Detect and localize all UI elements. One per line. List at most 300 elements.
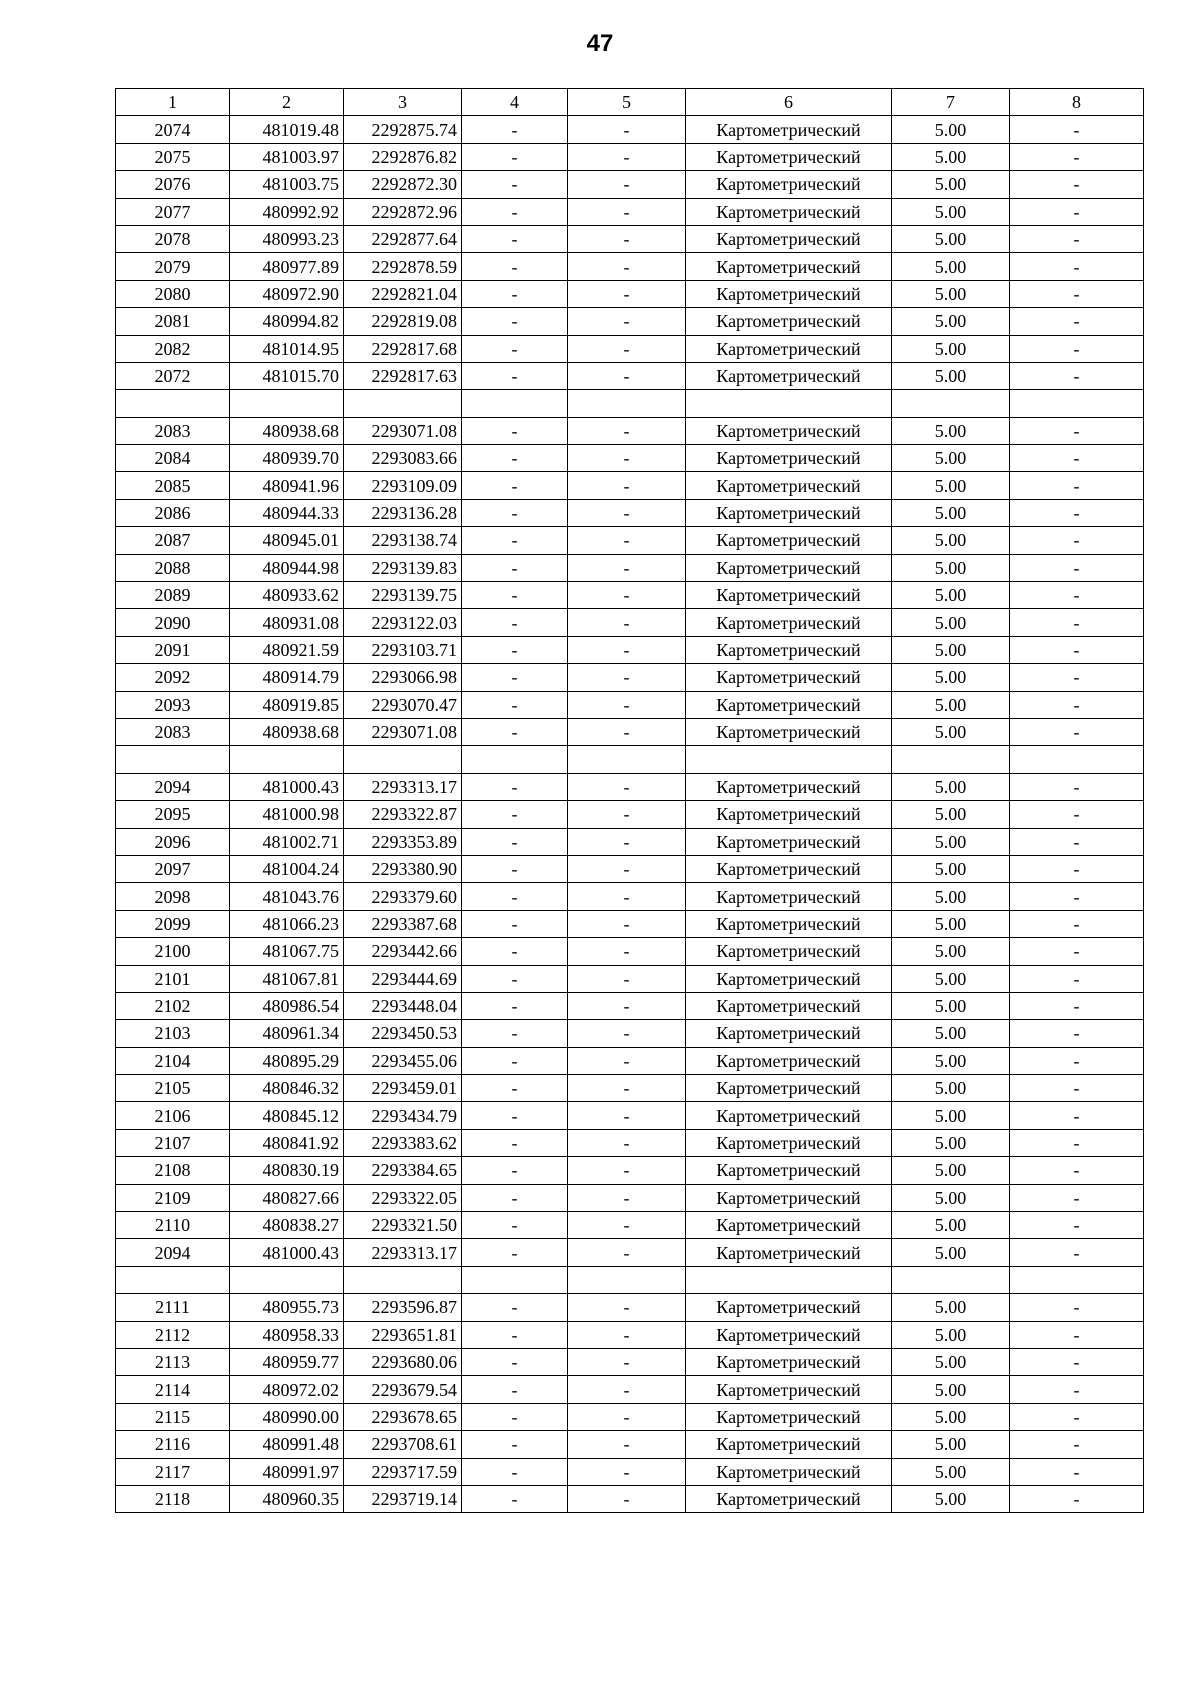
table-cell: Картометрический: [686, 664, 892, 691]
table-cell: 2293136.28: [344, 499, 462, 526]
table-cell: -: [462, 1047, 568, 1074]
table-cell: -: [568, 362, 686, 389]
table-cell: -: [462, 582, 568, 609]
table-cell: -: [568, 1212, 686, 1239]
table-cell: 481003.97: [230, 143, 344, 170]
table-row: [116, 691, 1144, 718]
table-cell: 2115: [116, 1403, 230, 1430]
table-cell: 2293387.68: [344, 910, 462, 937]
table-cell: -: [568, 1458, 686, 1485]
table-cell: 5.00: [892, 582, 1010, 609]
table-cell: 2293448.04: [344, 992, 462, 1019]
table-cell: 480944.33: [230, 499, 344, 526]
table-cell: Картометрический: [686, 992, 892, 1019]
table-row: [116, 116, 1144, 143]
table-cell: 480993.23: [230, 225, 344, 252]
table-row: [116, 1485, 1144, 1512]
table-cell: 2293070.47: [344, 691, 462, 718]
table-cell: -: [462, 1431, 568, 1458]
table-cell: -: [462, 1157, 568, 1184]
table-cell: 2293384.65: [344, 1157, 462, 1184]
table-cell: [568, 390, 686, 417]
table-cell: -: [462, 1348, 568, 1375]
table-cell: Картометрический: [686, 499, 892, 526]
table-cell: 2094: [116, 1239, 230, 1266]
table-cell: -: [568, 664, 686, 691]
table-cell: 480931.08: [230, 609, 344, 636]
table-cell: 5.00: [892, 1102, 1010, 1129]
table-cell: 2088: [116, 554, 230, 581]
table-row: [116, 938, 1144, 965]
table-cell: Картометрический: [686, 965, 892, 992]
table-cell: 2293679.54: [344, 1376, 462, 1403]
table-cell: 480933.62: [230, 582, 344, 609]
table-cell: 2085: [116, 472, 230, 499]
page-number: 47: [586, 30, 614, 57]
table-cell: 2293444.69: [344, 965, 462, 992]
table-cell: -: [462, 773, 568, 800]
table-cell: [116, 746, 230, 773]
table-row: [116, 1020, 1144, 1047]
table-cell: [568, 746, 686, 773]
table-cell: -: [568, 417, 686, 444]
table-cell: -: [462, 362, 568, 389]
table-cell: 2091: [116, 636, 230, 663]
table-cell: 5.00: [892, 910, 1010, 937]
table-cell: [462, 390, 568, 417]
table-cell: -: [568, 280, 686, 307]
table-row: [116, 1129, 1144, 1156]
table-cell: 2293313.17: [344, 773, 462, 800]
table-cell: -: [462, 171, 568, 198]
table-cell: 2113: [116, 1348, 230, 1375]
table-cell: Картометрический: [686, 1403, 892, 1430]
table-cell: 2292876.82: [344, 143, 462, 170]
table-row: [116, 801, 1144, 828]
table-row: [116, 1157, 1144, 1184]
table-cell: [462, 746, 568, 773]
table-cell: 5.00: [892, 855, 1010, 882]
table-cell: -: [1010, 801, 1144, 828]
table-cell: 2109: [116, 1184, 230, 1211]
table-cell: [892, 1266, 1010, 1293]
table-cell: -: [1010, 280, 1144, 307]
table-cell: 2092: [116, 664, 230, 691]
table-cell: 5.00: [892, 1458, 1010, 1485]
table-cell: 2292817.63: [344, 362, 462, 389]
table-cell: -: [1010, 143, 1144, 170]
table-row: [116, 527, 1144, 554]
table-cell: 2099: [116, 910, 230, 937]
table-cell: 5.00: [892, 335, 1010, 362]
table-cell: 2076: [116, 171, 230, 198]
table-cell: 2293313.17: [344, 1239, 462, 1266]
table-cell: Картометрический: [686, 773, 892, 800]
table-cell: 5.00: [892, 1047, 1010, 1074]
table-cell: 481000.43: [230, 1239, 344, 1266]
table-cell: 5.00: [892, 1348, 1010, 1375]
table-row: [116, 335, 1144, 362]
table-cell: 2075: [116, 143, 230, 170]
table-cell: 2077: [116, 198, 230, 225]
table-cell: -: [462, 253, 568, 280]
table-cell: 2293066.98: [344, 664, 462, 691]
table-row: [116, 636, 1144, 663]
table-cell: [462, 1266, 568, 1293]
table-cell: -: [568, 1239, 686, 1266]
table-cell: 481002.71: [230, 828, 344, 855]
table-cell: 2293708.61: [344, 1431, 462, 1458]
table-cell: 5.00: [892, 828, 1010, 855]
table-cell: 5.00: [892, 1431, 1010, 1458]
table-cell: 5.00: [892, 171, 1010, 198]
table-cell: -: [462, 143, 568, 170]
table-cell: 5.00: [892, 609, 1010, 636]
table-cell: 2293109.09: [344, 472, 462, 499]
table-cell: Картометрический: [686, 335, 892, 362]
table-cell: Картометрический: [686, 1431, 892, 1458]
table-cell: 2096: [116, 828, 230, 855]
table-cell: 2087: [116, 527, 230, 554]
table-cell: -: [568, 883, 686, 910]
table-cell: -: [462, 1184, 568, 1211]
table-cell: -: [462, 472, 568, 499]
table-cell: 2293717.59: [344, 1458, 462, 1485]
table-row: [116, 1294, 1144, 1321]
table-cell: 481015.70: [230, 362, 344, 389]
table-cell: 2293434.79: [344, 1102, 462, 1129]
table-cell: 2293083.66: [344, 445, 462, 472]
table-row: [116, 472, 1144, 499]
table-cell: -: [1010, 362, 1144, 389]
table-cell: -: [1010, 1431, 1144, 1458]
table-cell: [686, 1266, 892, 1293]
table-cell: 5.00: [892, 253, 1010, 280]
table-cell: 480827.66: [230, 1184, 344, 1211]
table-cell: -: [568, 335, 686, 362]
table-cell: -: [462, 855, 568, 882]
table-cell: -: [1010, 910, 1144, 937]
table-cell: Картометрический: [686, 1129, 892, 1156]
table-cell: Картометрический: [686, 253, 892, 280]
table-cell: -: [462, 1102, 568, 1129]
table-cell: -: [462, 335, 568, 362]
table-cell: 5.00: [892, 1212, 1010, 1239]
table-cell: 480955.73: [230, 1294, 344, 1321]
table-cell: -: [1010, 554, 1144, 581]
table-cell: 5.00: [892, 1075, 1010, 1102]
table-cell: -: [1010, 1075, 1144, 1102]
table-cell: Картометрический: [686, 445, 892, 472]
table-cell: -: [462, 1239, 568, 1266]
table-cell: -: [568, 609, 686, 636]
table-cell: -: [462, 1376, 568, 1403]
table-cell: 2293071.08: [344, 718, 462, 745]
table-cell: -: [1010, 609, 1144, 636]
table-cell: [344, 390, 462, 417]
table-cell: 2293321.50: [344, 1212, 462, 1239]
table-cell: -: [1010, 718, 1144, 745]
table-cell: -: [1010, 335, 1144, 362]
table-cell: -: [1010, 472, 1144, 499]
table-cell: Картометрический: [686, 636, 892, 663]
table-cell: -: [568, 1321, 686, 1348]
table-cell: -: [1010, 582, 1144, 609]
table-cell: 2118: [116, 1485, 230, 1512]
coordinates-table: [115, 88, 1144, 1513]
table-cell: 480961.34: [230, 1020, 344, 1047]
table-cell: 5.00: [892, 1376, 1010, 1403]
table-cell: 2097: [116, 855, 230, 882]
table-cell: 5.00: [892, 801, 1010, 828]
table-cell: 2293379.60: [344, 883, 462, 910]
table-cell: -: [1010, 417, 1144, 444]
table-row: [116, 143, 1144, 170]
table-cell: Картометрический: [686, 691, 892, 718]
table-cell: 481000.43: [230, 773, 344, 800]
table-cell: 2292877.64: [344, 225, 462, 252]
table-cell: Картометрический: [686, 472, 892, 499]
table-row: [116, 910, 1144, 937]
table-cell: 5.00: [892, 1485, 1010, 1512]
table-cell: 2110: [116, 1212, 230, 1239]
table-cell: 2094: [116, 773, 230, 800]
table-cell: -: [462, 1321, 568, 1348]
table-cell: 2293122.03: [344, 609, 462, 636]
table-cell: Картометрический: [686, 1485, 892, 1512]
table-cell: -: [568, 910, 686, 937]
table-cell: [344, 1266, 462, 1293]
table-cell: Картометрический: [686, 1458, 892, 1485]
table-cell: Картометрический: [686, 280, 892, 307]
table-cell: -: [1010, 965, 1144, 992]
table-cell: 5.00: [892, 116, 1010, 143]
table-cell: [116, 390, 230, 417]
table-cell: 2072: [116, 362, 230, 389]
table-cell: 5.00: [892, 554, 1010, 581]
table-cell: 480938.68: [230, 417, 344, 444]
table-cell: 480991.97: [230, 1458, 344, 1485]
table-row: [116, 1102, 1144, 1129]
table-cell: -: [1010, 1321, 1144, 1348]
table-cell: -: [1010, 1157, 1144, 1184]
table-cell: 2293138.74: [344, 527, 462, 554]
table-cell: 481004.24: [230, 855, 344, 882]
table-cell: 480914.79: [230, 664, 344, 691]
column-header: 1: [116, 89, 230, 116]
table-cell: 2292819.08: [344, 308, 462, 335]
table-cell: [1010, 1266, 1144, 1293]
table-row: [116, 1431, 1144, 1458]
table-cell: Картометрический: [686, 1102, 892, 1129]
table-row: [116, 1348, 1144, 1375]
table-cell: -: [462, 1020, 568, 1047]
table-cell: 2082: [116, 335, 230, 362]
table-cell: 480991.48: [230, 1431, 344, 1458]
table-cell: 2293719.14: [344, 1485, 462, 1512]
table-cell: 2292875.74: [344, 116, 462, 143]
table-cell: 2292878.59: [344, 253, 462, 280]
table-cell: -: [568, 718, 686, 745]
table-row: [116, 253, 1144, 280]
table-cell: -: [462, 938, 568, 965]
table-cell: 2093: [116, 691, 230, 718]
table-cell: -: [1010, 1212, 1144, 1239]
table-cell: -: [462, 198, 568, 225]
table-cell: -: [462, 445, 568, 472]
table-cell: -: [462, 664, 568, 691]
table-cell: -: [1010, 1184, 1144, 1211]
table-cell: -: [568, 143, 686, 170]
table-cell: Картометрический: [686, 143, 892, 170]
table-cell: 2090: [116, 609, 230, 636]
table-cell: -: [568, 253, 686, 280]
table-cell: Картометрический: [686, 308, 892, 335]
table-row: [116, 664, 1144, 691]
table-cell: 2293678.65: [344, 1403, 462, 1430]
table-cell: -: [462, 718, 568, 745]
table-cell: -: [462, 992, 568, 1019]
table-cell: Картометрический: [686, 1376, 892, 1403]
table-cell: -: [568, 1485, 686, 1512]
table-cell: 2105: [116, 1075, 230, 1102]
table-cell: 480960.35: [230, 1485, 344, 1512]
table-cell: 480841.92: [230, 1129, 344, 1156]
table-cell: 2107: [116, 1129, 230, 1156]
table-cell: Картометрический: [686, 582, 892, 609]
table-cell: 2117: [116, 1458, 230, 1485]
table-cell: 2108: [116, 1157, 230, 1184]
table-cell: 2104: [116, 1047, 230, 1074]
table-cell: 2293322.05: [344, 1184, 462, 1211]
table-cell: 5.00: [892, 965, 1010, 992]
table-cell: 5.00: [892, 1239, 1010, 1266]
table-cell: -: [1010, 253, 1144, 280]
table-cell: 481066.23: [230, 910, 344, 937]
column-header: 7: [892, 89, 1010, 116]
table-cell: 480994.82: [230, 308, 344, 335]
table-row: [116, 280, 1144, 307]
table-cell: [892, 746, 1010, 773]
table-cell: -: [568, 472, 686, 499]
table-cell: Картометрический: [686, 801, 892, 828]
table-cell: -: [462, 910, 568, 937]
table-cell: -: [1010, 1102, 1144, 1129]
table-cell: -: [1010, 1020, 1144, 1047]
table-cell: 5.00: [892, 499, 1010, 526]
column-header: 4: [462, 89, 568, 116]
separator-row: [116, 746, 1144, 773]
table-cell: -: [1010, 1047, 1144, 1074]
table-cell: -: [1010, 828, 1144, 855]
table-cell: Картометрический: [686, 910, 892, 937]
table-cell: -: [1010, 1458, 1144, 1485]
table-cell: -: [568, 855, 686, 882]
table-cell: 5.00: [892, 691, 1010, 718]
table-cell: 2292872.96: [344, 198, 462, 225]
header-row: [116, 89, 1144, 116]
table-cell: [568, 1266, 686, 1293]
table-cell: Картометрический: [686, 718, 892, 745]
table-cell: 5.00: [892, 773, 1010, 800]
table-cell: Картометрический: [686, 554, 892, 581]
table-row: [116, 225, 1144, 252]
table-cell: 2098: [116, 883, 230, 910]
table-cell: 5.00: [892, 1020, 1010, 1047]
table-cell: 5.00: [892, 417, 1010, 444]
separator-row: [116, 1266, 1144, 1293]
table-row: [116, 499, 1144, 526]
table-cell: 2089: [116, 582, 230, 609]
table-cell: 5.00: [892, 472, 1010, 499]
table-cell: 5.00: [892, 938, 1010, 965]
table-cell: 2103: [116, 1020, 230, 1047]
table-cell: 5.00: [892, 1184, 1010, 1211]
table-cell: -: [568, 992, 686, 1019]
table-cell: -: [462, 883, 568, 910]
table-cell: -: [568, 1075, 686, 1102]
table-cell: -: [462, 116, 568, 143]
table-cell: -: [462, 1075, 568, 1102]
table-cell: -: [462, 527, 568, 554]
table-cell: -: [568, 1129, 686, 1156]
table-cell: Картометрический: [686, 1184, 892, 1211]
table-cell: [1010, 746, 1144, 773]
table-cell: -: [1010, 1376, 1144, 1403]
table-cell: -: [568, 308, 686, 335]
table-cell: 2114: [116, 1376, 230, 1403]
table-row: [116, 773, 1144, 800]
table-cell: [892, 390, 1010, 417]
table-cell: 2084: [116, 445, 230, 472]
table-cell: Картометрический: [686, 609, 892, 636]
table-cell: 5.00: [892, 225, 1010, 252]
table-cell: -: [462, 1294, 568, 1321]
table-cell: -: [462, 499, 568, 526]
table-cell: 480990.00: [230, 1403, 344, 1430]
table-cell: Картометрический: [686, 1212, 892, 1239]
table-cell: -: [568, 1376, 686, 1403]
table-cell: 2293103.71: [344, 636, 462, 663]
table-cell: [116, 1266, 230, 1293]
table-cell: -: [1010, 1348, 1144, 1375]
table-cell: -: [462, 801, 568, 828]
table-cell: -: [462, 1485, 568, 1512]
table-row: [116, 1047, 1144, 1074]
table-cell: -: [462, 636, 568, 663]
table-row: [116, 609, 1144, 636]
table-cell: 2095: [116, 801, 230, 828]
column-header: 2: [230, 89, 344, 116]
table-cell: 2293322.87: [344, 801, 462, 828]
table-cell: Картометрический: [686, 417, 892, 444]
table-cell: Картометрический: [686, 198, 892, 225]
table-row: [116, 362, 1144, 389]
table-cell: -: [568, 773, 686, 800]
table-cell: 2086: [116, 499, 230, 526]
table-row: [116, 1212, 1144, 1239]
table-cell: [686, 390, 892, 417]
table-cell: 481019.48: [230, 116, 344, 143]
table-cell: 2293450.53: [344, 1020, 462, 1047]
table-cell: 5.00: [892, 143, 1010, 170]
table-row: [116, 1376, 1144, 1403]
table-cell: 480939.70: [230, 445, 344, 472]
table-cell: 2293442.66: [344, 938, 462, 965]
table-cell: -: [568, 1102, 686, 1129]
table-cell: Картометрический: [686, 855, 892, 882]
table-cell: 480992.92: [230, 198, 344, 225]
